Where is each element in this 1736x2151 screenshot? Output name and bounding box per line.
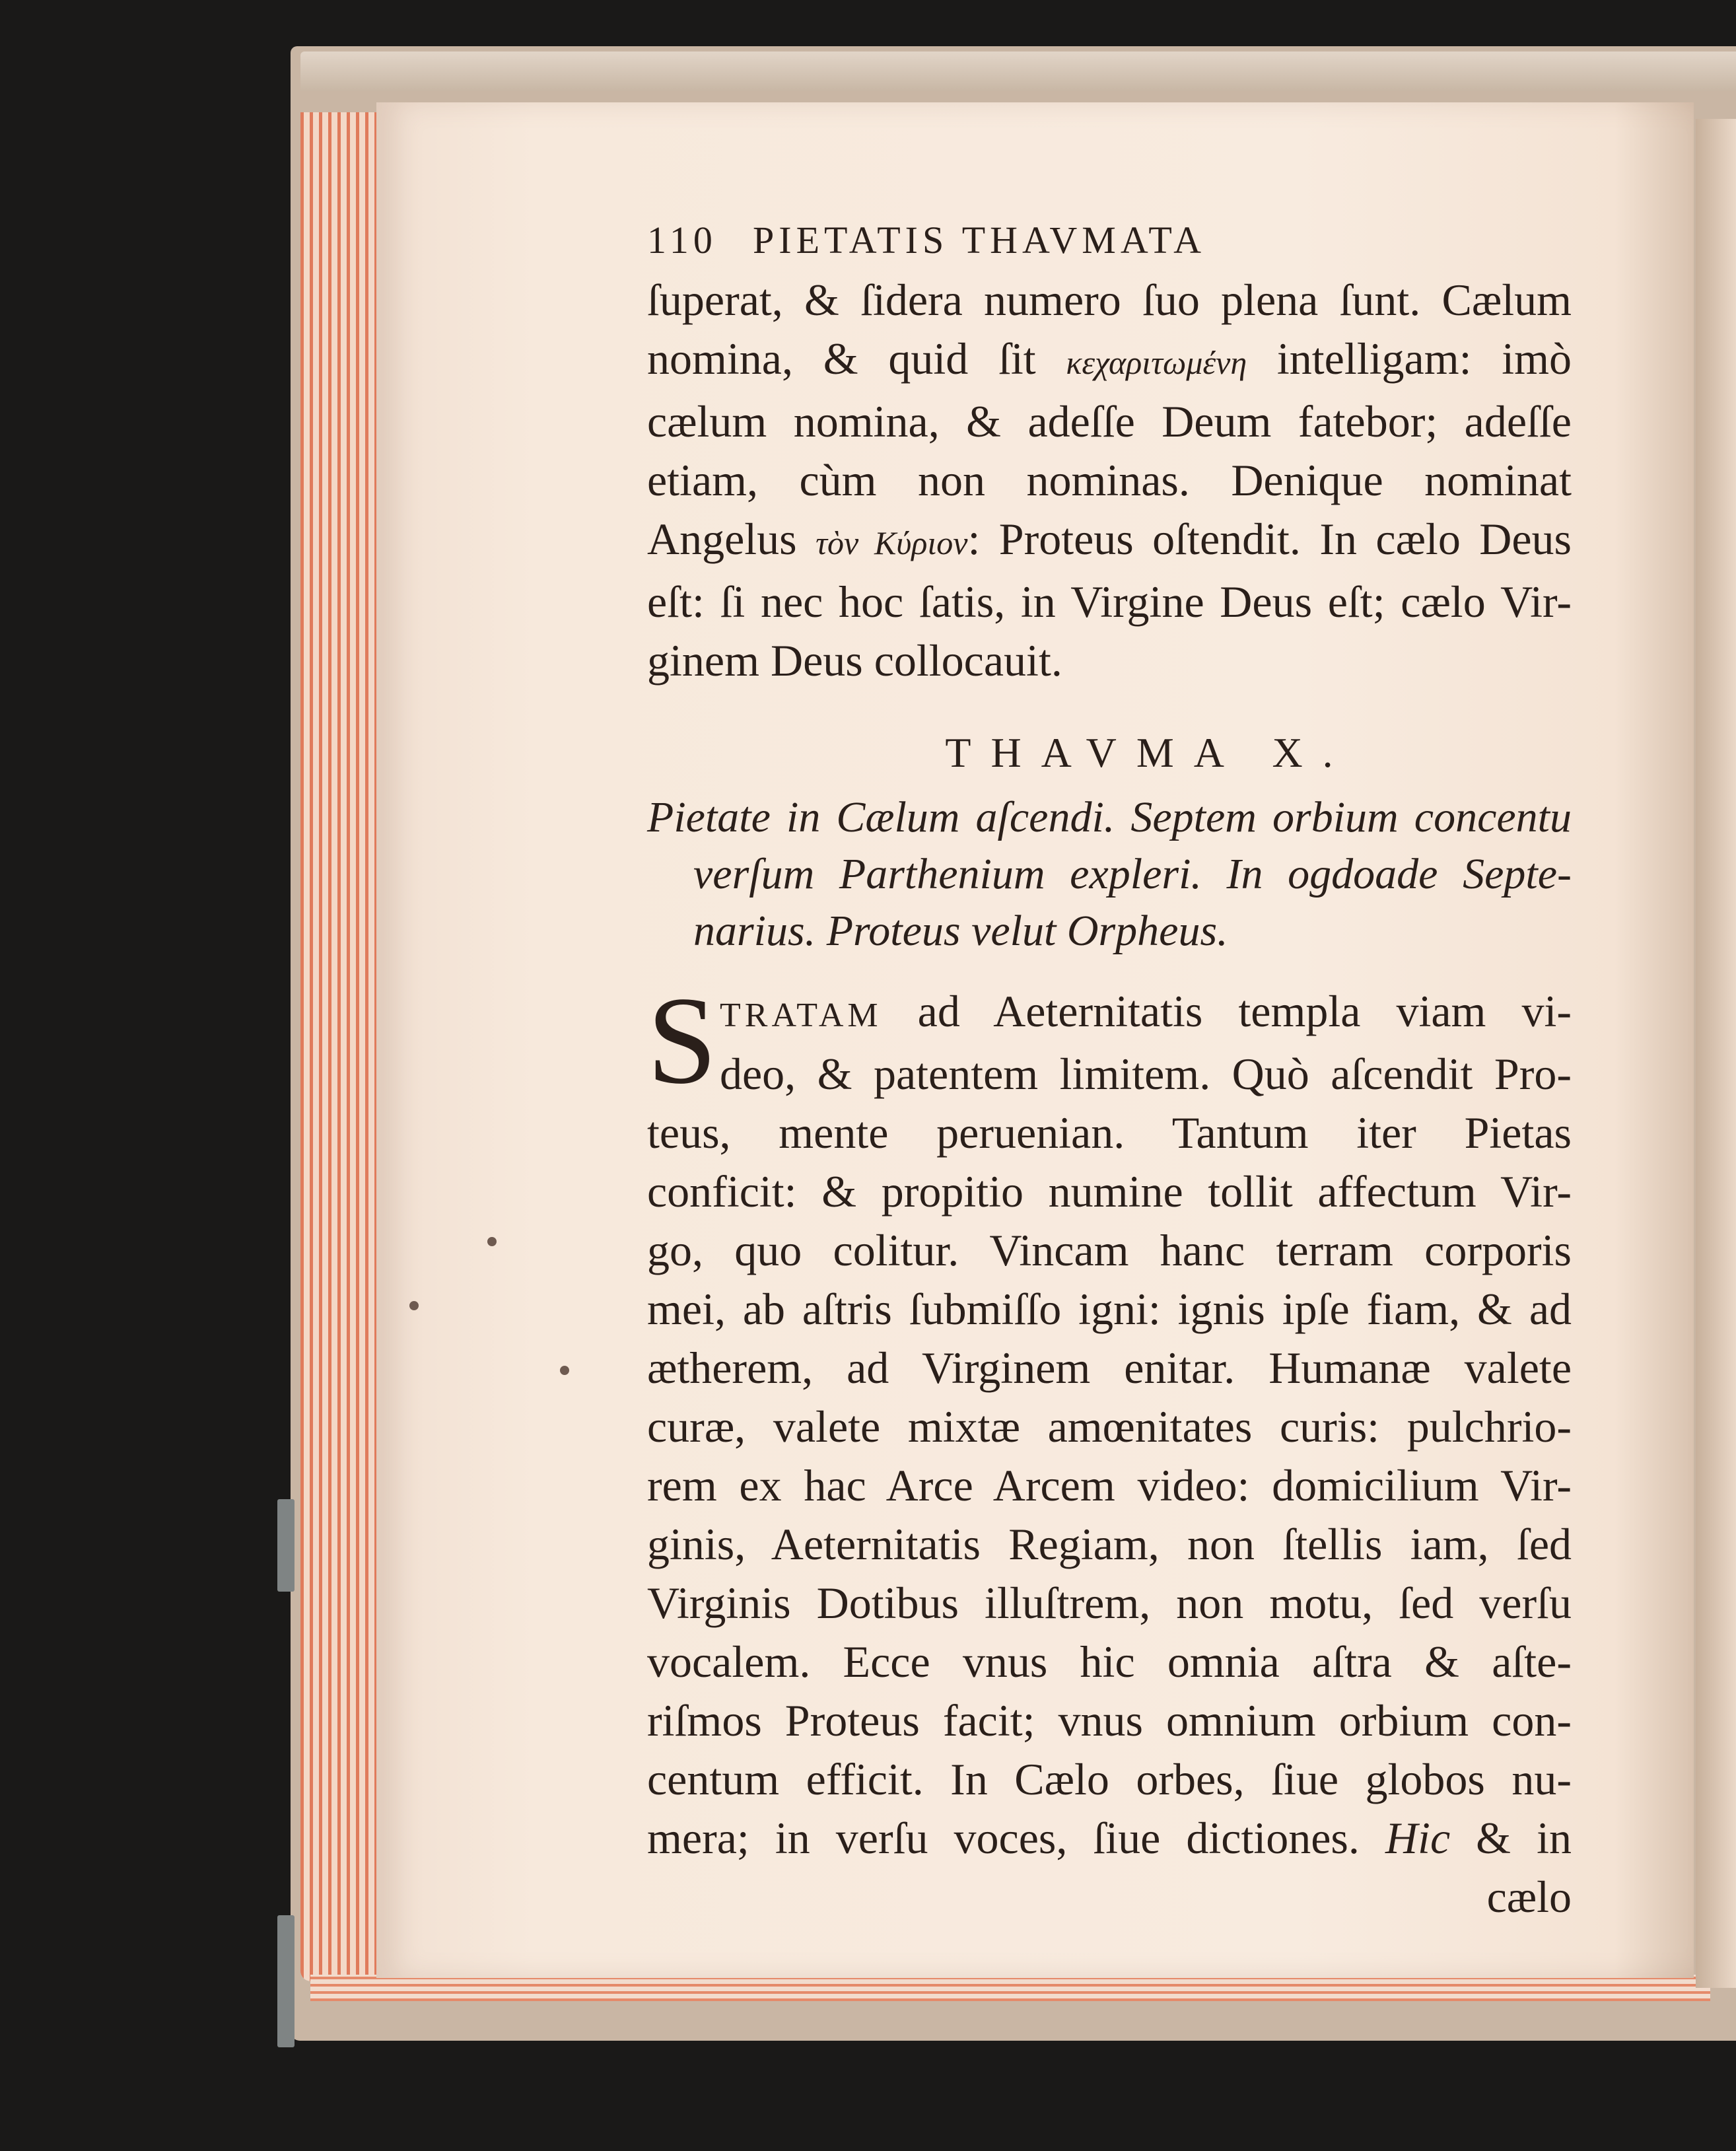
page-hole [487,1237,497,1246]
page-number: 110 [647,219,717,262]
text-line: ginis, Aeternitatis Regiam, non ſtellis iam, ſed [647,1519,1572,1569]
chapter-summary [647,789,1572,960]
facing-page-edge [1696,119,1736,1988]
running-header [647,218,1572,271]
catchword: cælo [1486,1872,1572,1922]
text-line: go, quo colitur. Vincam hanc terram corporis [647,1225,1572,1275]
text-line: rem ex hac Arce Arcem video: domicilium Vir- [647,1460,1572,1510]
drop-cap: S [647,971,717,1110]
text-line: TRATAM ad Aeternitatis templa viam vi- [720,986,1572,1036]
text-line: teus, mente peruenian. Tantum iter Pietas [647,1108,1572,1158]
text-line: mera; in verſu voces, ſiue dictiones. Hic & in [647,1813,1572,1863]
page-text [647,218,1572,1926]
page-edges [300,112,386,1981]
clasp-bottom [277,1915,295,2047]
clasp-top [277,1499,295,1592]
greek-word: τὸν Κύριον [816,524,968,561]
text-line: cælum nomina, & adeſſe Deum fatebor; adeſſe [647,396,1572,446]
paragraph-1 [647,271,1572,690]
book-top-edge [300,52,1736,91]
text-line: centum efficit. In Cælo orbes, ſiue globos nu- [647,1754,1572,1804]
text-line: riſmos Proteus facit; vnus omnium orbium con- [647,1695,1572,1745]
text-line: deo, & patentem limitem. Quò aſcendit Pro- [720,1049,1572,1099]
text-line: nomina, & quid ſit κεχαριτωμένη intelligam: imò [647,334,1572,384]
text-line: Virginis Dotibus illuſtrem, non motu, ſed verſu [647,1578,1572,1628]
text-line: ætherem, ad Virginem enitar. Humanæ valete [647,1343,1572,1393]
summary-line: Pietate in Cælum aſcendi. Septem orbium concentu [647,793,1572,841]
body-lines [647,1104,1572,1809]
section-heading: THAVMA X. [945,729,1353,776]
summary-line: narius. Proteus velut Orpheus. [693,907,1228,955]
text-line: vocalem. Ecce vnus hic omnia aſtra & aſte- [647,1637,1572,1687]
text-line: etiam, cùm non nominas. Denique nominat [647,455,1572,505]
greek-word: κεχαριτωμένη [1066,344,1247,381]
running-title: PIETATIS THAVMATA [753,219,1206,262]
text-line: Angelus τὸν Κύριον: Proteus oſtendit. In cælo Deus [647,514,1572,564]
summary-line: verſum Parthenium expleri. In ogdoade Septe- [693,850,1572,898]
page-hole [560,1366,569,1375]
text-line: ginem Deus collocauit. [647,635,1062,686]
page-hole [409,1301,419,1310]
first-word: TRATAM [720,997,882,1034]
text-line: mei, ab aſtris ſubmiſſo igni: ignis ipſe fiam, & ad [647,1284,1572,1334]
text-line: ſuperat, & ſidera numero ſuo plena ſunt. Cælum [647,275,1572,325]
page-edges-bottom [310,1975,1710,2001]
text-line: conficit: & propitio numine tollit affectum Vir- [647,1166,1572,1217]
body-text [647,971,1572,1926]
text-line: curæ, valete mixtæ amœnitates curis: pulchrio- [647,1401,1572,1452]
text-line: eſt: ſi nec hoc ſatis, in Virgine Deus eſt; cælo Vir- [647,577,1572,627]
